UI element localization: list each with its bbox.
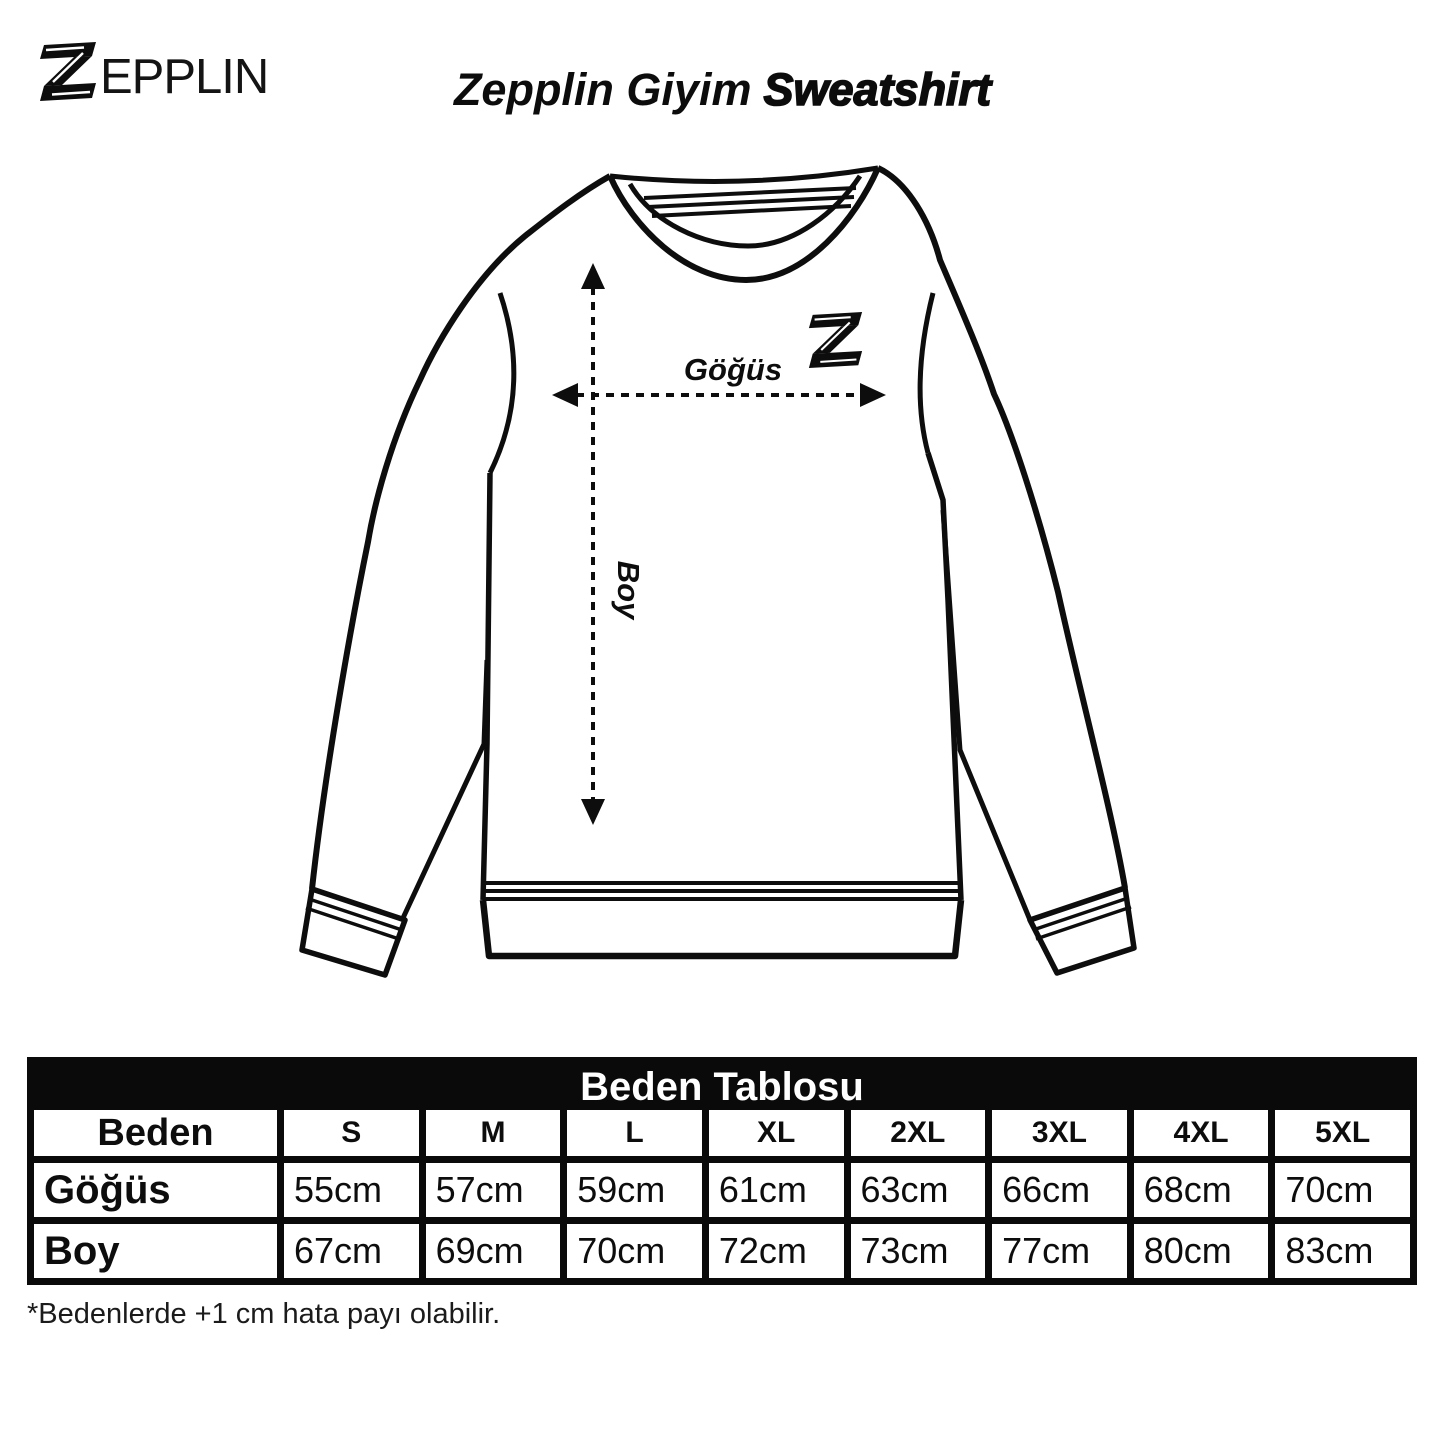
size-col-xl: XL bbox=[709, 1110, 844, 1156]
length-arrowhead-bottom bbox=[581, 799, 605, 825]
boy-m: 69cm bbox=[426, 1224, 561, 1278]
collar-rib-line-3 bbox=[652, 206, 851, 216]
boy-2xl: 73cm bbox=[851, 1224, 986, 1278]
boy-4xl: 80cm bbox=[1134, 1224, 1269, 1278]
size-tolerance-footnote: *Bedenlerde +1 cm hata payı olabilir. bbox=[27, 1298, 501, 1330]
size-col-4xl: 4XL bbox=[1134, 1110, 1269, 1156]
gogus-l: 59cm bbox=[567, 1163, 702, 1217]
size-table-header-beden: Beden bbox=[34, 1110, 277, 1156]
chest-z-logo bbox=[809, 312, 862, 368]
collar-outer-curve bbox=[610, 168, 878, 280]
page-title-prefix: Zepplin Giyim bbox=[453, 64, 752, 115]
left-sleeve-inner-edge bbox=[403, 660, 487, 918]
row-label-gogus: Göğüs bbox=[34, 1163, 277, 1217]
chest-label: Göğüs bbox=[683, 352, 783, 387]
boy-s: 67cm bbox=[284, 1224, 419, 1278]
length-arrowhead-top bbox=[581, 263, 605, 289]
gogus-m: 57cm bbox=[426, 1163, 561, 1217]
size-col-2xl: 2XL bbox=[851, 1110, 986, 1156]
size-col-3xl: 3XL bbox=[992, 1110, 1127, 1156]
collar-top-edge bbox=[610, 168, 878, 181]
size-col-s: S bbox=[284, 1110, 419, 1156]
boy-xl: 72cm bbox=[709, 1224, 844, 1278]
row-label-boy: Boy bbox=[34, 1224, 277, 1278]
gogus-2xl: 63cm bbox=[851, 1163, 986, 1217]
right-sleeve-inner-edge bbox=[943, 510, 1030, 920]
brand-logo-text: EPPLIN bbox=[100, 50, 269, 104]
sweatshirt-drawing bbox=[280, 160, 1160, 1020]
length-measure-arrow bbox=[581, 263, 646, 825]
chest-arrowhead-right bbox=[860, 383, 886, 407]
gogus-xl: 61cm bbox=[709, 1163, 844, 1217]
page-title-product: Sweatshirt bbox=[763, 64, 992, 115]
left-sleeve-outer-edge bbox=[312, 176, 610, 889]
hem-band bbox=[483, 900, 961, 956]
boy-5xl: 83cm bbox=[1275, 1224, 1410, 1278]
left-shoulder-seam bbox=[490, 293, 514, 473]
chest-z-diagonal bbox=[813, 325, 859, 354]
size-col-5xl: 5XL bbox=[1275, 1110, 1410, 1156]
size-col-m: M bbox=[426, 1110, 561, 1156]
size-col-l: L bbox=[567, 1110, 702, 1156]
gogus-s: 55cm bbox=[284, 1163, 419, 1217]
right-sleeve-outer-edge bbox=[878, 168, 1125, 888]
chest-arrowhead-left bbox=[552, 383, 578, 407]
gogus-3xl: 66cm bbox=[992, 1163, 1127, 1217]
sweatshirt-diagram bbox=[280, 160, 1160, 1020]
size-table-title: Beden Tablosu bbox=[580, 1064, 864, 1109]
right-shoulder-seam bbox=[920, 293, 933, 453]
length-label: Boy bbox=[611, 560, 646, 620]
boy-l: 70cm bbox=[567, 1224, 702, 1278]
page-title bbox=[0, 63, 1445, 117]
size-table bbox=[27, 1057, 1417, 1285]
size-table-grid bbox=[34, 1110, 1410, 1278]
gogus-4xl: 68cm bbox=[1134, 1163, 1269, 1217]
gogus-5xl: 70cm bbox=[1275, 1163, 1410, 1217]
boy-3xl: 77cm bbox=[992, 1224, 1127, 1278]
